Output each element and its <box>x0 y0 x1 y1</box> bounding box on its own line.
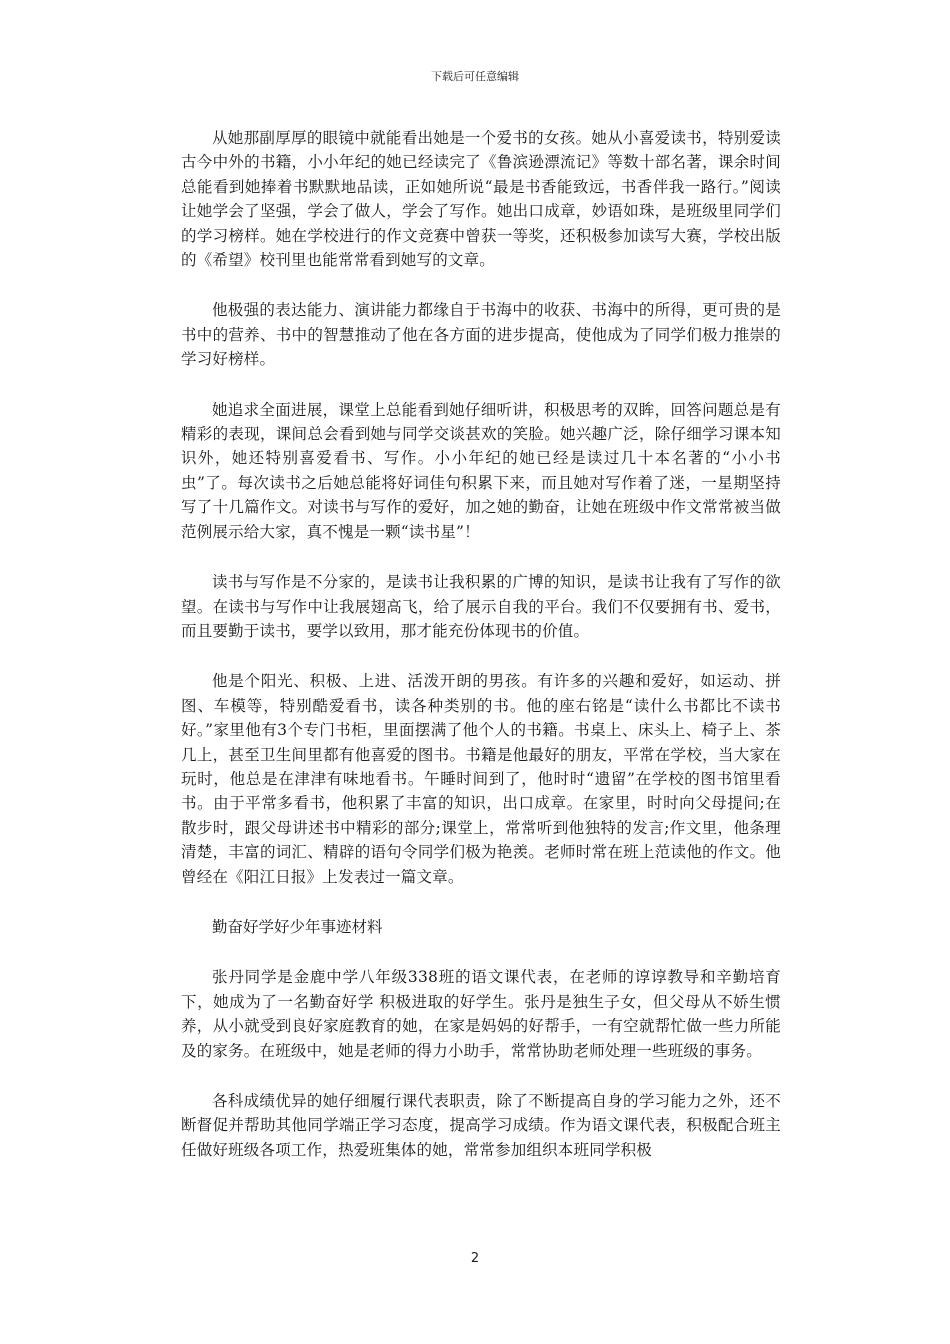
document-body <box>181 126 781 1188</box>
section-heading: 勤奋好学好少年事迹材料 <box>212 917 383 936</box>
paragraph: 张丹同学是金鹿中学八年级338班的语文课代表，在老师的谆谆教导和辛勤培育下，她成为了一名勤奋好学 积极进取的好学生。张丹是独生子女，但父母从不娇生惯养，从小就受到良好家庭教育的她，在家是妈妈的好帮手，一有空就帮忙做一些力所能及的家务。在班级中，她是老师的得力小助手，常常协助老师处理一些班级的事务。 <box>181 968 781 1060</box>
paragraph: 他是个阳光、积极、上进、活泼开朗的男孩。有许多的兴趣和爱好，如运动、拼图、车模等，特别酷爱看书，读各种类别的书。他的座右铭是“读什么书都比不读书好。”家里他有3个专门书柜，里面摆满了他个人的书籍。书桌上、床头上、椅子上、茶几上，甚至卫生间里都有他喜爱的图书。书籍是他最好的朋友，平常在学校，当大家在玩时，他总是在津津有味地看书。午睡时间到了，他时时“遗留”在学校的图书馆里看书。由于平常多看书，他积累了丰富的知识，出口成章。在家里，时时向父母提问;在散步时，跟父母讲述书中精彩的部分;课堂上，常常听到他独特的发言;作文里，他条理清楚，丰富的词汇、精辟的语句令同学们极为艳羡。老师时常在班上范读他的作文。他曾经在《阳江日报》上发表过一篇文章。 <box>181 672 781 886</box>
paragraph: 他极强的表达能力、演讲能力都缘自于书海中的收获、书海中的所得，更可贵的是书中的营养、书中的智慧推动了他在各方面的进步提高，使他成为了同学们极力推崇的学习好榜样。 <box>181 301 781 369</box>
page-number: 2 <box>470 1251 480 1266</box>
page-header: 下载后可任意编辑 <box>431 70 519 83</box>
paragraph: 从她那副厚厚的眼镜中就能看出她是一个爱书的女孩。她从小喜爱读书，特别爱读古今中外的书籍，小小年纪的她已经读完了《鲁滨逊漂流记》等数十部名著，课余时间总能看到她捧着书默默地品读，正如她所说“最是书香能致远，书香伴我一路行。”阅读让她学会了坚强，学会了做人，学会了写作。她出口成章，妙语如珠，是班级里同学们的学习榜样。她在学校进行的作文竞赛中曾获一等奖，还积极参加读写大赛，学校出版的《希望》校刊里也能常常看到她写的文章。 <box>181 129 781 270</box>
paragraph: 各科成绩优异的她仔细履行课代表职责，除了不断提高自身的学习能力之外，还不断督促并帮助其他同学端正学习态度，提高学习成绩。作为语文课代表，积极配合班主任做好班级各项工作，热爱班集体的她，常常参加组织本班同学积极 <box>181 1092 781 1159</box>
paragraph: 她追求全面进展，课堂上总能看到她仔细听讲，积极思考的双眸，回答问题总是有精彩的表现，课间总会看到她与同学交谈甚欢的笑脸。她兴趣广泛，除仔细学习课本知识外，她还特别喜爱看书、写作。小小年纪的她已经是读过几十本名著的“小小书虫”了。每次读书之后她总能将好词佳句积累下来，而且她对写作着了迷，一星期坚持写了十几篇作文。对读书与写作的爱好，加之她的勤奋，让她在班级中作文常常被当做范例展示给大家，真不愧是一颗“读书星”！ <box>181 400 781 541</box>
paragraph: 读书与写作是不分家的，是读书让我积累的广博的知识，是读书让我有了写作的欲望。在读书与写作中让我展翅高飞，给了展示自我的平台。我们不仅要拥有书、爱书，而且要勤于读书，要学以致用，那才能充份体现书的价值。 <box>181 573 781 640</box>
